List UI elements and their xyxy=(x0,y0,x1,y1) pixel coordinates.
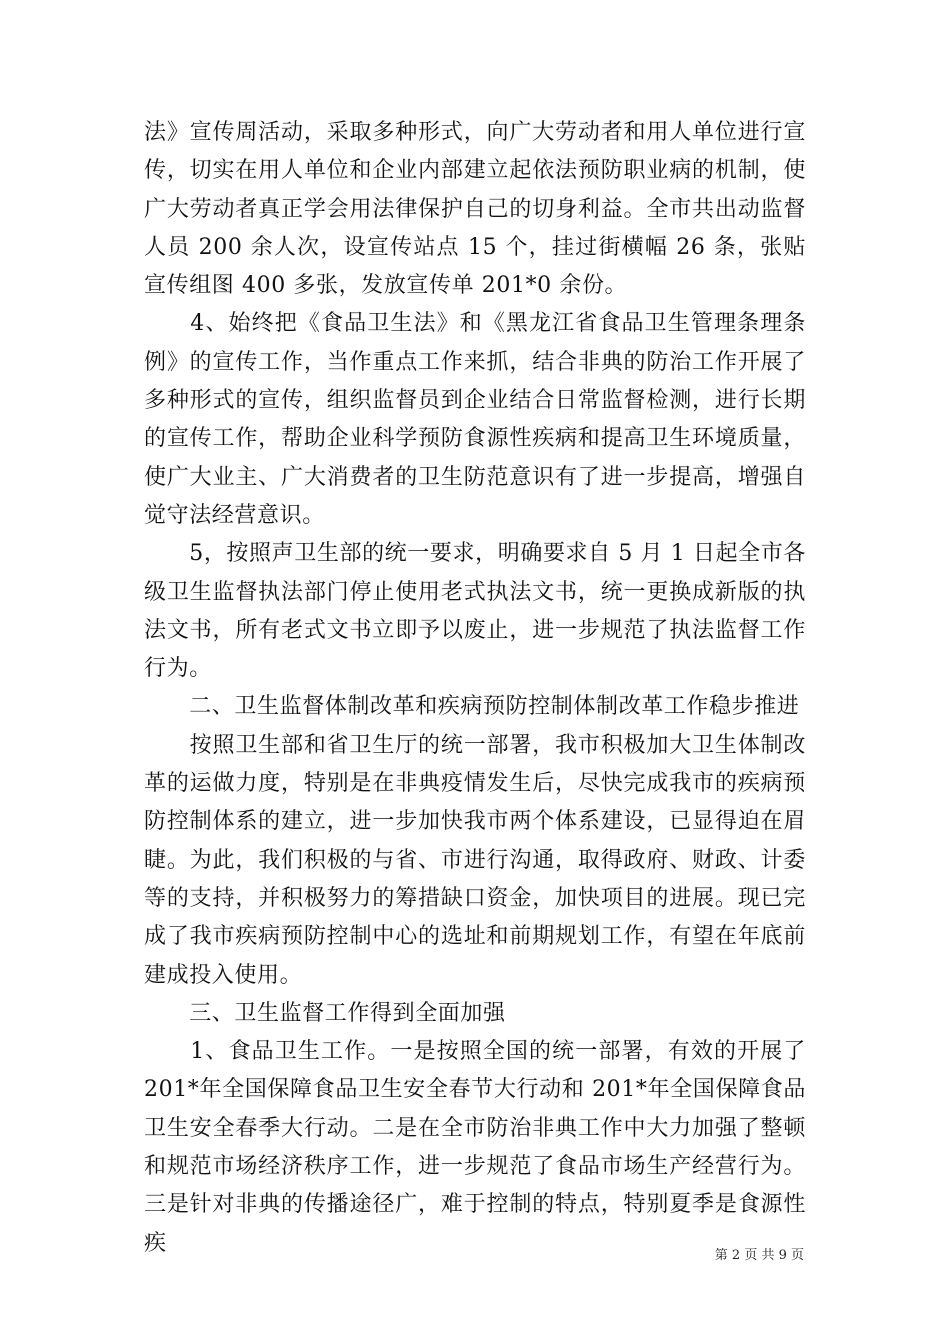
paragraph-food-hygiene-law: 4、始终把《食品卫生法》和《黑龙江省食品卫生管理条理条例》的宣传工作，当作重点工作来抓，结合非典的防治工作开展了多种形式的宣传，组织监督员到企业结合日常监督检测，进行长期的宣传工作，帮助企业科学预防食源性疾病和提高卫生环境质量，使广大业主、广大消费者的卫生防范意识有了进一步提高，增强自觉守法经营意识。 xyxy=(144,311,806,528)
paragraph-enforcement-documents: 5，按照声卫生部的统一要求，明确要求自 5 月 1 日起全市各级卫生监督执法部门停止使用老式执法文书，统一更换成新版的执法文书，所有老式文书立即予以废止，进一步规范了执法监督工作行为。 xyxy=(144,541,806,682)
paragraph-propaganda-week: 法》宣传周活动，采取多种形式，向广大劳动者和用人单位进行宣传，切实在用人单位和企业内部建立起依法预防职业病的机制，使广大劳动者真正学会用法律保护自己的切身利益。全市共出动监督人员 200 余人次，设宣传站点 15 个，挂过街横幅 26 条，张贴宣传组图 400 多张，发放宣传单 201*0 余份。 xyxy=(144,120,806,299)
paragraph-system-reform: 按照卫生部和省卫生厅的统一部署，我市积极加大卫生体制改革的运做力度，特别是在非典疫情发生后，尽快完成我市的疾病预防控制体系的建立，进一步加快我市两个体系建设，已显得迫在眉睫。为此，我们积极的与省、市进行沟通，取得政府、财政、计委等的支持，并积极努力的筹措缺口资金，加快项目的进展。现已完成了我市疾病预防控制中心的选址和前期规划工作，有望在年底前建成投入使用。 xyxy=(144,732,806,988)
page-number: 第 2 页 共 9 页 xyxy=(714,1248,804,1263)
document-body xyxy=(144,114,814,1263)
section-heading-system-reform: 二、卫生监督体制改革和疾病预防控制体制改革工作稳步推进 xyxy=(144,694,800,720)
section-heading-supervision: 三、卫生监督工作得到全面加强 xyxy=(144,1000,506,1026)
paragraph-food-hygiene-work: 1、食品卫生工作。一是按照全国的统一部署，有效的开展了 201*年全国保障食品卫生安全春节大行动和 201*年全国保障食品卫生安全春季大行动。二是在全市防治非典工作中大力加强了整顿和规范市场经济秩序工作，进一步规范了食品市场生产经营行为。三是针对非典的传播途径广，难于控制的特点，特别夏季是食源性疾 xyxy=(144,1039,814,1256)
